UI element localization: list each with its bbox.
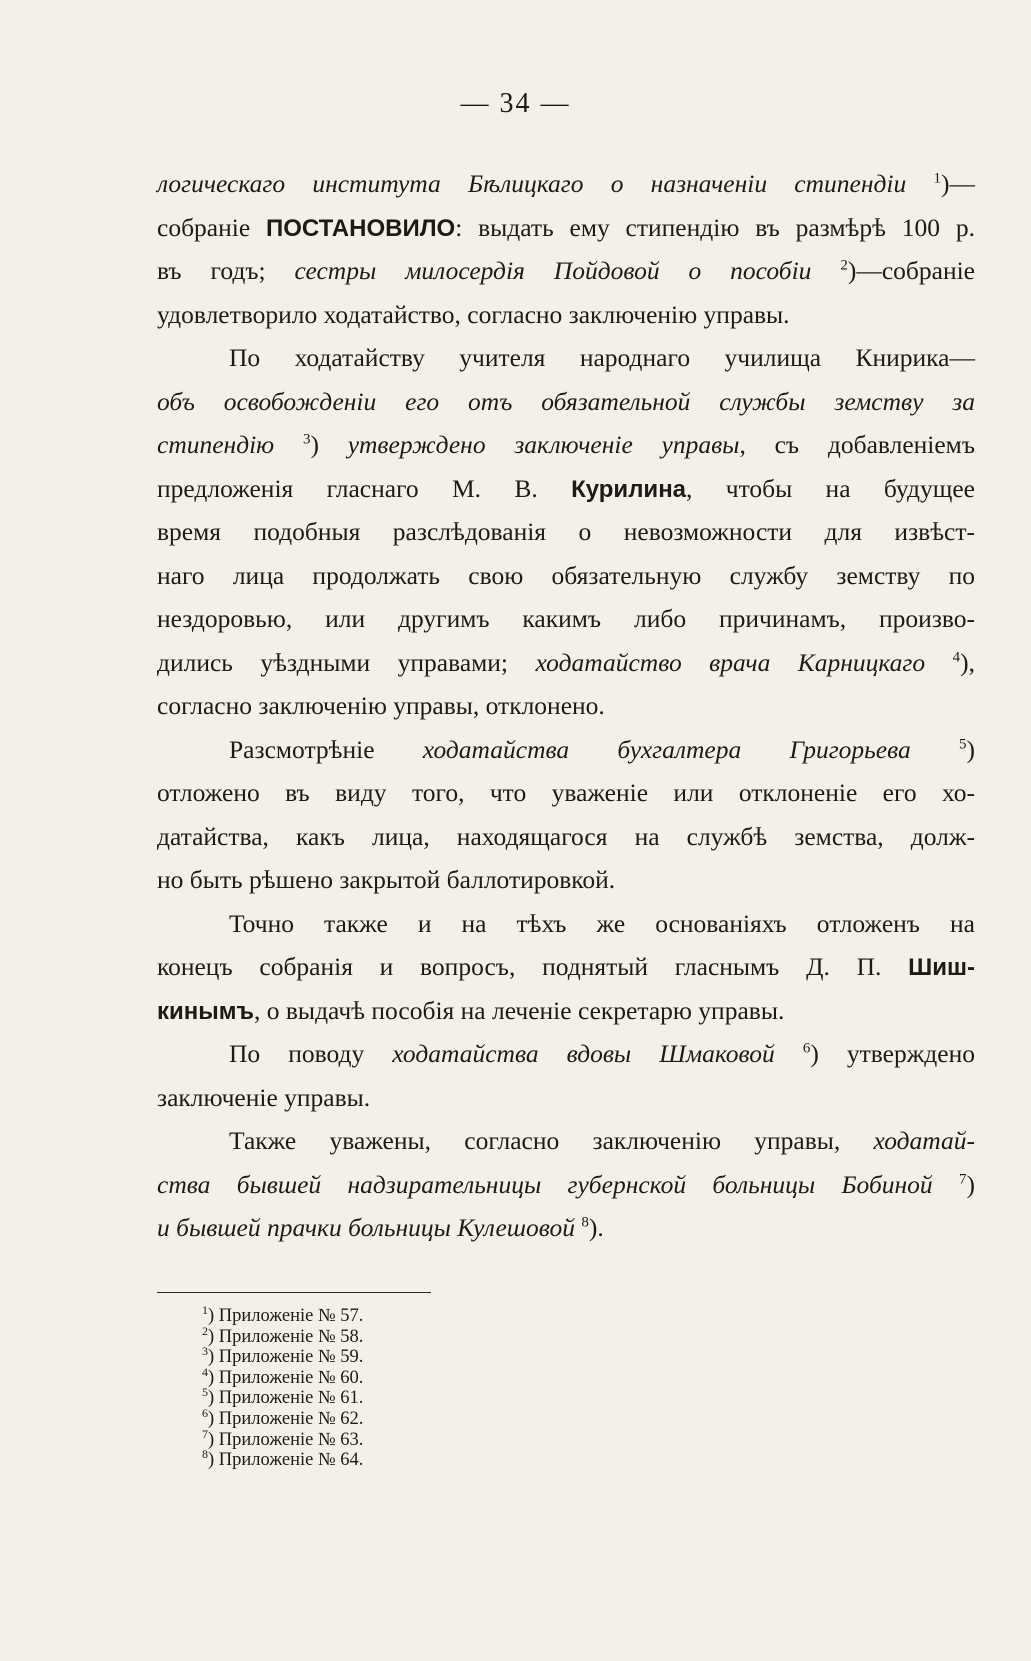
text-line	[157, 771, 975, 815]
footnote-reference: 2	[840, 257, 848, 274]
text-run: время подобныя разслѣдованія о невозможности для извѣст-	[157, 517, 975, 546]
paragraph	[157, 162, 975, 336]
text-run	[911, 735, 959, 764]
text-line	[157, 423, 975, 467]
footnote-reference: 4	[952, 649, 961, 665]
text-line	[157, 249, 975, 293]
footnote-reference: 8	[581, 1214, 589, 1231]
text-line	[157, 1163, 975, 1207]
text-line	[157, 467, 975, 511]
text-line	[157, 597, 975, 641]
footnote-reference: 7	[959, 1171, 967, 1187]
italic-text: объ освобожденіи его отъ обязательной службы земству за	[157, 386, 975, 416]
footnote-reference: 6	[802, 1040, 811, 1057]
text-run: заключеніе управы.	[157, 1082, 371, 1112]
footnote-separator	[157, 1292, 431, 1293]
text-line	[157, 380, 975, 424]
text-line	[157, 1206, 975, 1250]
text-run: : выдать ему стипендію въ размѣрѣ 100 р.	[455, 212, 975, 242]
text-line	[157, 510, 975, 554]
italic-text: ходатай-	[873, 1126, 975, 1155]
bold-text: Шиш-	[908, 954, 975, 981]
footnote-mark: 3	[202, 1344, 208, 1359]
footnote	[202, 1426, 364, 1451]
text-run: собраніе	[157, 212, 266, 242]
text-run	[933, 1170, 959, 1199]
text-line	[157, 293, 975, 337]
text-run: отложено въ виду того, что уваженіе или отклоненіе его хо-	[157, 778, 975, 807]
text-line	[157, 858, 975, 902]
text-run	[274, 430, 303, 459]
footnote-mark: 2	[202, 1323, 208, 1338]
text-line	[157, 945, 975, 989]
text-run: Точно также и на тѣхъ же основаніяхъ отложенъ на	[229, 908, 975, 938]
footnote-mark: 7	[202, 1426, 208, 1441]
footnote-reference: 1	[933, 170, 941, 187]
text-run: Разсмотрѣніе	[229, 734, 423, 764]
text-line	[157, 989, 975, 1033]
text-run: предложенія гласнаго М. В.	[157, 473, 572, 503]
text-run: удовлетворило ходатайство, согласно заключенію управы.	[157, 299, 790, 329]
text-run	[811, 256, 840, 285]
text-run: )—	[941, 169, 975, 198]
footnote	[202, 1364, 364, 1389]
paragraph	[157, 1119, 975, 1250]
footnote-text: ) Приложеніе № 57.	[208, 1306, 364, 1326]
text-run: дились уѣздными управами;	[157, 647, 536, 677]
text-line	[157, 1032, 975, 1076]
footnote	[202, 1405, 364, 1430]
footnotes	[202, 1302, 364, 1471]
footnote-text: ) Приложеніе № 62.	[208, 1408, 364, 1429]
italic-text: ходатайства бухгалтера Григорьева	[422, 734, 911, 764]
text-run: нездоровью, или другимъ какимъ либо причинамъ, произво-	[157, 604, 975, 633]
italic-text: логическаго института Бѣлицкаго о назначеніи стипендіи	[157, 169, 907, 198]
footnote-text: ) Приложеніе № 64.	[208, 1450, 364, 1471]
paragraph	[157, 336, 975, 728]
body-text	[157, 162, 975, 1250]
footnote-text: ) Приложеніе № 63.	[208, 1429, 364, 1450]
footnote-mark: 1	[202, 1302, 208, 1317]
text-line	[157, 1076, 975, 1120]
text-run: наго лица продолжать свою обязательную службу земству по	[157, 560, 975, 590]
footnote-text: ) Приложеніе № 61.	[208, 1388, 364, 1409]
text-run: )	[310, 430, 348, 459]
footnote-reference: 3	[302, 431, 311, 448]
text-line	[157, 554, 975, 598]
text-line	[157, 162, 975, 206]
footnote	[202, 1344, 364, 1368]
footnote-text: ) Приложеніе № 59.	[208, 1347, 364, 1368]
footnote	[202, 1447, 364, 1471]
text-run: , съ добавленіемъ	[739, 430, 976, 459]
text-run: Также уважены, согласно заключенію управы,	[229, 1126, 874, 1155]
text-line	[157, 728, 975, 772]
text-line	[157, 641, 975, 685]
text-run: )	[966, 1169, 975, 1199]
paragraph	[157, 902, 975, 1033]
bold-text: кинымъ	[157, 997, 255, 1025]
text-run: ).	[588, 1213, 604, 1242]
footnote	[202, 1302, 364, 1327]
text-run: ) утверждено	[810, 1039, 975, 1068]
text-run	[775, 1039, 803, 1068]
text-run: но быть рѣшено закрытой баллотировкой.	[157, 865, 616, 894]
italic-text: ходатайства вдовы Шмаковой	[392, 1039, 775, 1068]
text-line	[157, 902, 975, 946]
bold-text: ПОСТАНОВИЛО	[265, 214, 456, 242]
footnote-mark: 6	[202, 1405, 208, 1420]
text-line	[157, 206, 975, 250]
text-line	[157, 815, 975, 859]
italic-text: ходатайство врача Карницкаго	[535, 647, 926, 677]
text-run	[925, 648, 952, 677]
text-line	[157, 684, 975, 728]
text-run: )	[966, 734, 975, 764]
page-number: — 34 —	[460, 88, 571, 119]
text-run: , о выдачѣ пособія на леченіе секретарю управы.	[254, 995, 785, 1025]
text-run	[906, 169, 933, 198]
footnote-reference: 5	[959, 736, 967, 752]
text-run: въ годъ;	[157, 256, 295, 285]
footnote	[202, 1323, 364, 1348]
footnote-mark: 5	[202, 1385, 208, 1400]
text-line	[157, 1119, 975, 1163]
paragraph	[157, 728, 975, 902]
text-run: )—собраніе	[847, 256, 975, 285]
footnote-text: ) Приложеніе № 58.	[208, 1326, 364, 1347]
italic-text: стипендію	[157, 430, 275, 459]
text-run: , чтобы на будущее	[686, 473, 976, 503]
footnote-text: ) Приложеніе № 60.	[208, 1367, 364, 1388]
footnote-mark: 4	[202, 1364, 208, 1379]
italic-text: утверждено заключеніе управы	[347, 430, 740, 459]
text-run: По поводу	[229, 1039, 393, 1068]
footnote-mark: 8	[202, 1447, 208, 1461]
italic-text: и бывшей прачки больницы Кулешовой	[157, 1213, 576, 1242]
text-run: конецъ собранія и вопросъ, поднятый гласнымъ Д. П.	[157, 952, 909, 981]
text-run: ),	[960, 647, 975, 677]
text-run: согласно заключенію управы, отклонено.	[157, 691, 605, 720]
text-run: По ходатайству учителя народнаго училища Книрика—	[229, 343, 975, 372]
italic-text: ства бывшей надзирательницы губернской больницы Бобиной	[157, 1169, 933, 1199]
footnote	[202, 1385, 364, 1409]
text-run: датайства, какъ лица, находящагося на службѣ земства, долж-	[157, 821, 975, 851]
bold-text: Курилина	[571, 475, 687, 503]
paragraph	[157, 1032, 975, 1119]
italic-text: сестры милосердія Пойдовой о пособіи	[294, 256, 812, 285]
text-line	[157, 336, 975, 380]
